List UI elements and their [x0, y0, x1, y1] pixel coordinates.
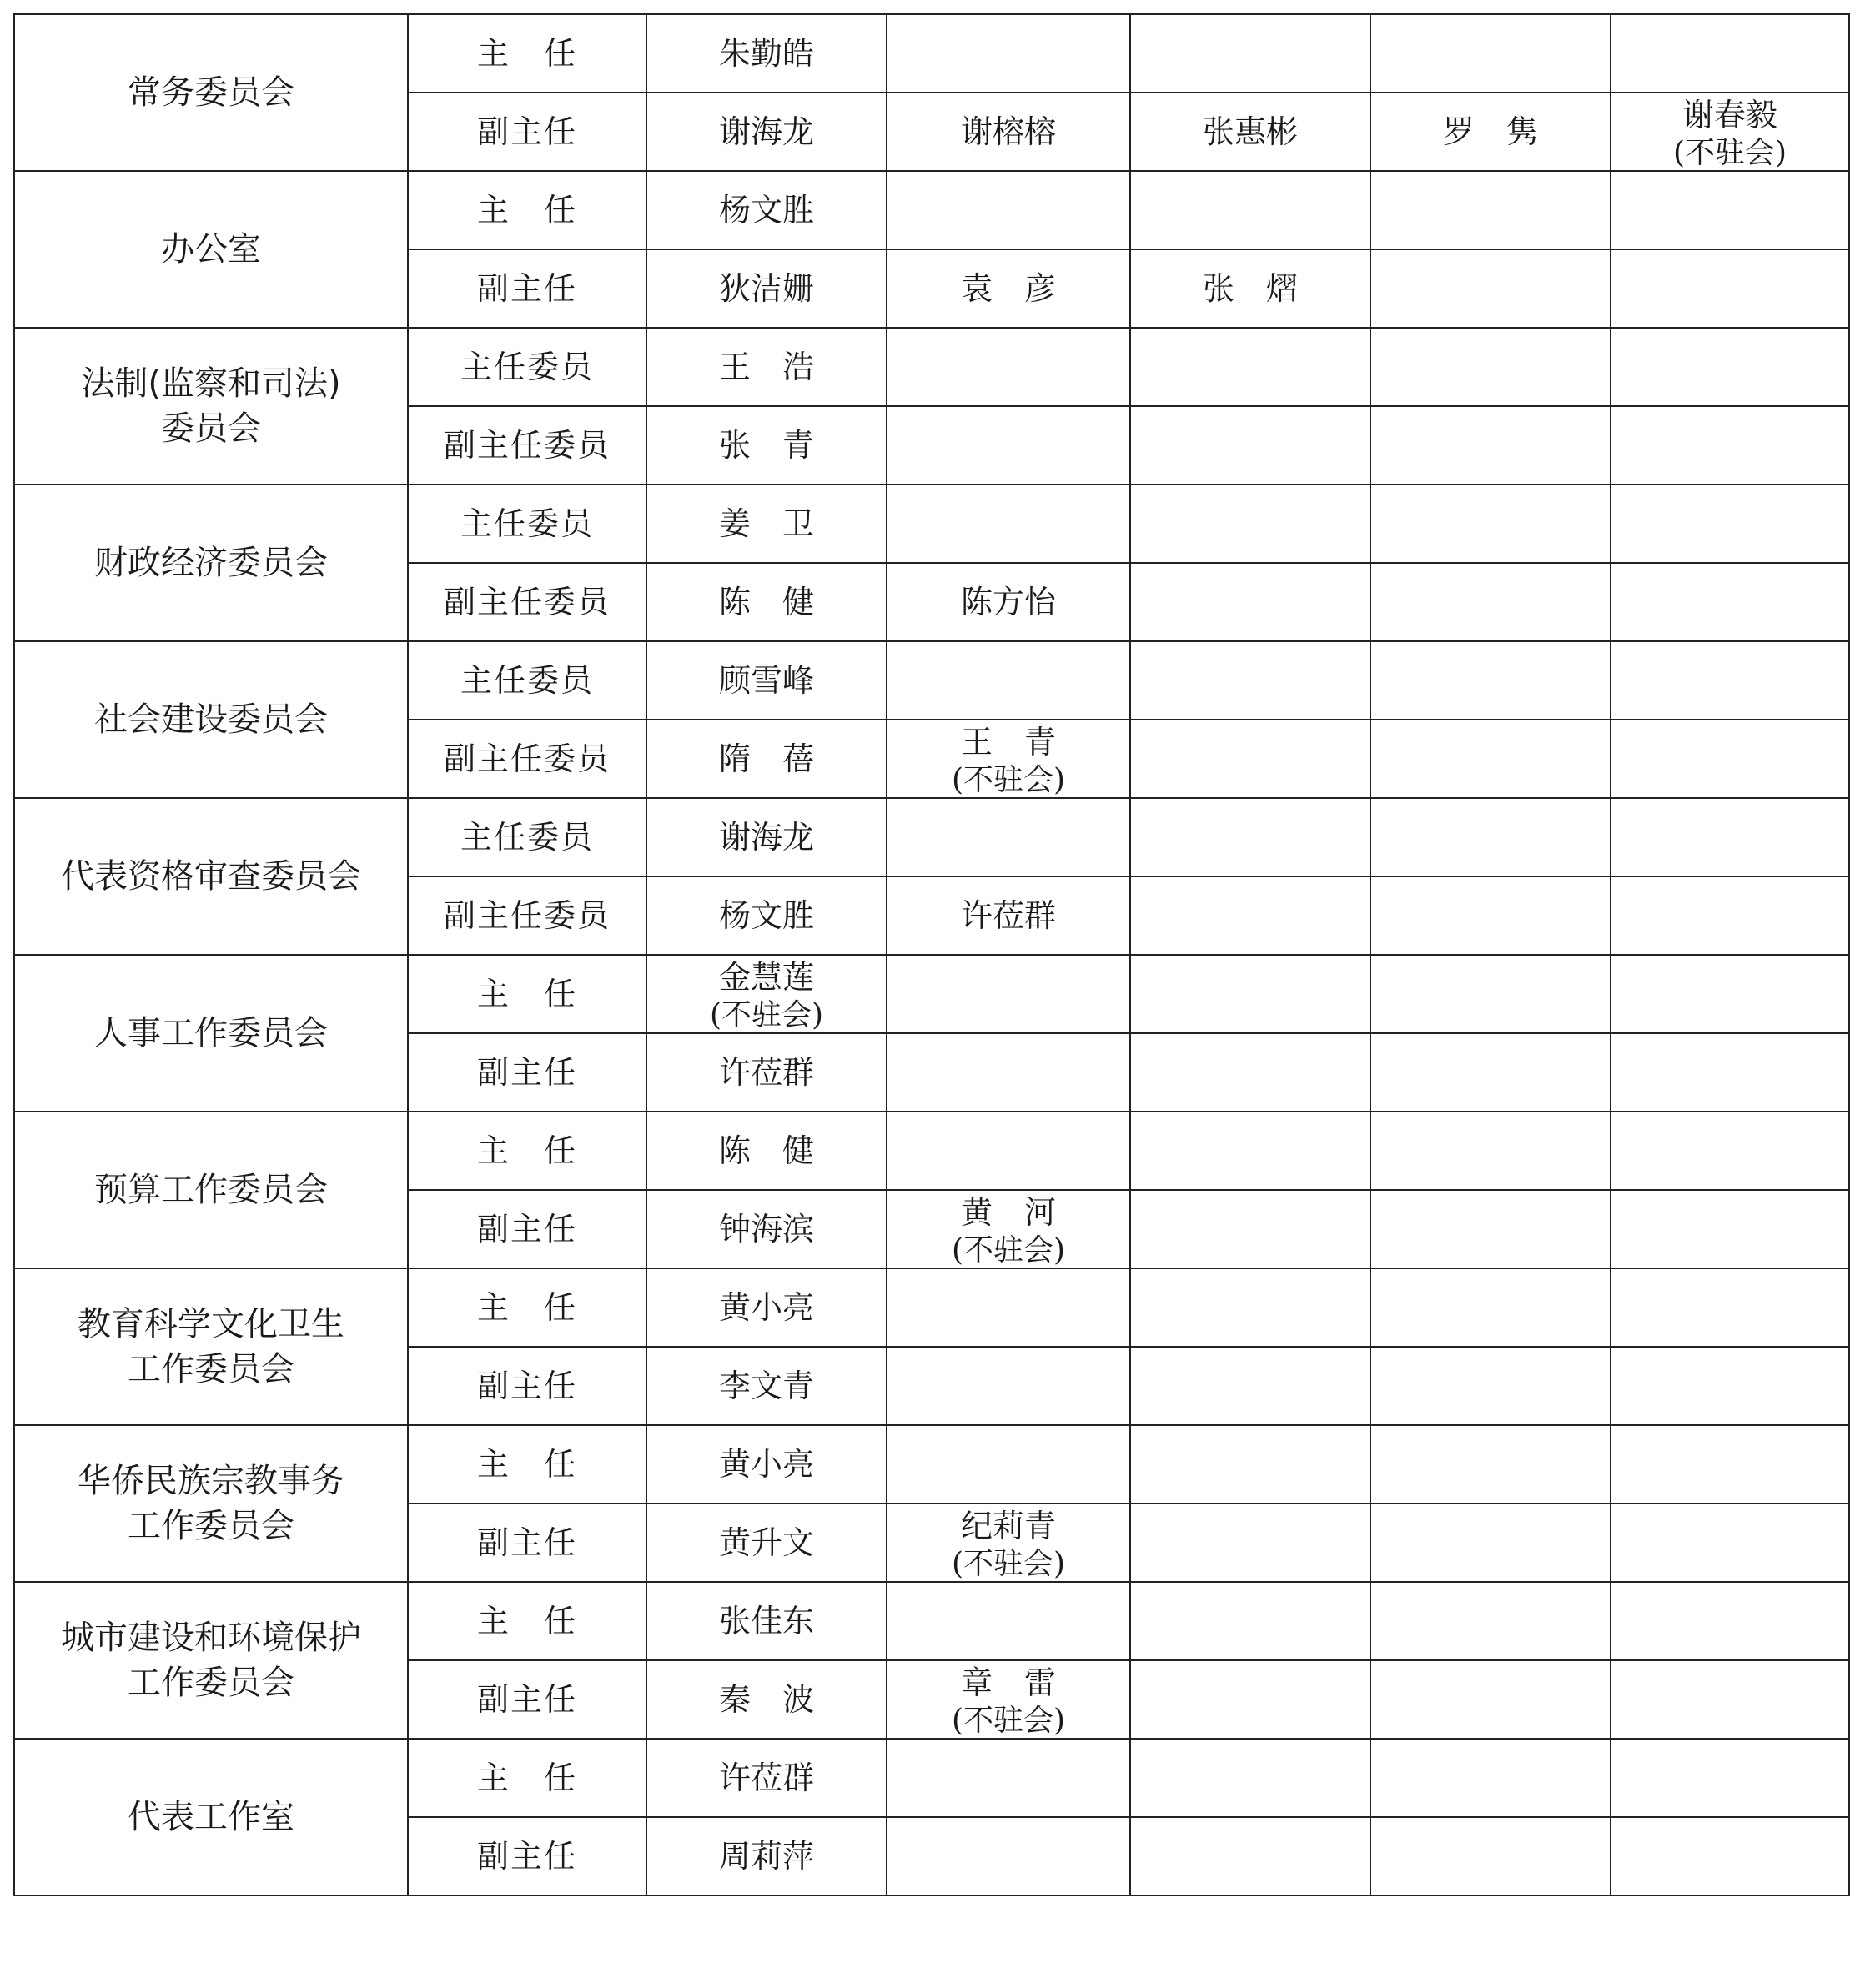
position-title-cell: 副主任	[408, 1817, 646, 1895]
empty-cell	[1370, 1582, 1611, 1660]
committee-name-cell	[14, 1112, 408, 1268]
empty-cell	[1130, 1347, 1370, 1425]
member-name: 张佳东	[718, 1603, 814, 1639]
position-title-cell: 副主任	[408, 93, 646, 171]
empty-cell	[1370, 1817, 1611, 1895]
position-title-cell: 副主任	[408, 1347, 646, 1425]
member-name: 陈方怡	[960, 584, 1056, 620]
position-title-cell: 主 任	[408, 1739, 646, 1817]
member-name-cell	[646, 641, 887, 720]
empty-cell	[1611, 171, 1849, 249]
member-name-cell	[887, 1190, 1130, 1268]
empty-cell	[1370, 328, 1611, 406]
empty-cell	[1611, 484, 1849, 563]
member-name: 黄 河	[960, 1194, 1056, 1231]
member-name: 王 浩	[718, 349, 814, 385]
member-name: 黄小亮	[718, 1289, 814, 1326]
empty-cell	[1370, 406, 1611, 484]
empty-cell	[887, 1033, 1130, 1112]
table-row	[14, 798, 1849, 876]
committee-name-cell	[14, 798, 408, 955]
empty-cell	[1611, 1033, 1849, 1112]
member-name: 陈 健	[718, 1132, 814, 1169]
empty-cell	[1611, 876, 1849, 955]
empty-cell	[1611, 1582, 1849, 1660]
member-name: 秦 波	[718, 1681, 814, 1718]
member-name-cell	[646, 171, 887, 249]
empty-cell	[1130, 563, 1370, 641]
position-title-cell: 主任委员	[408, 798, 646, 876]
empty-cell	[887, 484, 1130, 563]
member-name-cell	[646, 1817, 887, 1895]
roster-body	[14, 14, 1849, 1895]
member-name-cell	[646, 1660, 887, 1739]
committee-name-line: 常务委员会	[128, 73, 294, 112]
empty-cell	[887, 1817, 1130, 1895]
empty-cell	[1130, 1268, 1370, 1347]
empty-cell	[1370, 1190, 1611, 1268]
empty-cell	[1611, 1425, 1849, 1504]
empty-cell	[1370, 1739, 1611, 1817]
member-name: 顾雪峰	[718, 662, 814, 699]
member-name-cell	[646, 1347, 887, 1425]
position-title-cell: 主 任	[408, 955, 646, 1033]
empty-cell	[1130, 484, 1370, 563]
member-name: 杨文胜	[718, 192, 814, 228]
empty-cell	[1370, 1033, 1611, 1112]
member-name-cell	[646, 720, 887, 798]
empty-cell	[1611, 1504, 1849, 1582]
empty-cell	[1370, 955, 1611, 1033]
member-name: 杨文胜	[718, 897, 814, 934]
empty-cell	[887, 1582, 1130, 1660]
empty-cell	[1611, 641, 1849, 720]
committee-name-line: 代表资格审查委员会	[61, 857, 361, 896]
empty-cell	[1130, 1660, 1370, 1739]
committee-name-line: 办公室	[161, 230, 261, 269]
member-name: 许莅群	[960, 897, 1056, 934]
empty-cell	[887, 798, 1130, 876]
committee-name-line: 工作委员会	[128, 1350, 294, 1388]
position-title-cell: 副主任	[408, 1660, 646, 1739]
empty-cell	[1370, 1112, 1611, 1190]
position-title-cell: 副主任委员	[408, 563, 646, 641]
empty-cell	[1130, 1425, 1370, 1504]
member-name-cell	[646, 406, 887, 484]
empty-cell	[1130, 720, 1370, 798]
member-name-cell	[646, 1268, 887, 1347]
member-name: 黄小亮	[718, 1446, 814, 1483]
committee-name-line: 法制(监察和司法)	[81, 364, 341, 403]
table-row	[14, 955, 1849, 1033]
empty-cell	[1130, 14, 1370, 93]
member-name: 纪莉青	[960, 1508, 1056, 1544]
member-name-cell	[646, 249, 887, 328]
empty-cell	[887, 1425, 1130, 1504]
empty-cell	[1370, 171, 1611, 249]
empty-cell	[1370, 249, 1611, 328]
member-name-cell	[646, 955, 887, 1033]
empty-cell	[1370, 1660, 1611, 1739]
empty-cell	[1130, 641, 1370, 720]
committee-name-line: 财政经济委员会	[94, 544, 328, 582]
empty-cell	[1611, 563, 1849, 641]
non-resident-note: (不驻会)	[1672, 136, 1787, 170]
member-name-cell	[646, 1112, 887, 1190]
committee-name-line: 教育科学文化卫生	[78, 1305, 344, 1343]
empty-cell	[1130, 1504, 1370, 1582]
member-name-cell	[646, 1739, 887, 1817]
table-row	[14, 1739, 1849, 1817]
committee-name-line: 人事工作委员会	[94, 1014, 328, 1052]
empty-cell	[1370, 14, 1611, 93]
committee-name-cell	[14, 1739, 408, 1895]
position-title-cell: 副主任	[408, 1504, 646, 1582]
table-row	[14, 1582, 1849, 1660]
committee-name-cell	[14, 14, 408, 171]
position-title-cell: 副主任委员	[408, 406, 646, 484]
empty-cell	[1130, 1817, 1370, 1895]
empty-cell	[1611, 14, 1849, 93]
empty-cell	[1370, 1425, 1611, 1504]
committee-name-line: 代表工作室	[128, 1798, 294, 1836]
member-name: 许莅群	[718, 1760, 814, 1796]
empty-cell	[887, 406, 1130, 484]
member-name-cell	[646, 93, 887, 171]
member-name-cell	[646, 563, 887, 641]
position-title-cell: 主 任	[408, 171, 646, 249]
member-name-cell	[646, 1033, 887, 1112]
member-name: 张惠彬	[1202, 113, 1298, 150]
position-title-cell: 副主任委员	[408, 876, 646, 955]
empty-cell	[1611, 1190, 1849, 1268]
committee-name-cell	[14, 1268, 408, 1425]
member-name: 李文青	[718, 1368, 814, 1404]
empty-cell	[1130, 1739, 1370, 1817]
member-name-cell	[1130, 93, 1370, 171]
member-name: 谢海龙	[718, 819, 814, 856]
empty-cell	[1370, 1347, 1611, 1425]
empty-cell	[1611, 1739, 1849, 1817]
member-name: 朱勤皓	[718, 35, 814, 72]
member-name-cell	[646, 798, 887, 876]
table-row	[14, 484, 1849, 563]
empty-cell	[1130, 1190, 1370, 1268]
member-name: 周莉萍	[718, 1838, 814, 1875]
empty-cell	[1130, 171, 1370, 249]
empty-cell	[1130, 406, 1370, 484]
empty-cell	[1130, 1112, 1370, 1190]
empty-cell	[887, 328, 1130, 406]
empty-cell	[1611, 1112, 1849, 1190]
member-name-cell	[646, 1190, 887, 1268]
non-resident-note: (不驻会)	[951, 1233, 1066, 1268]
committee-name-line: 委员会	[161, 409, 261, 448]
position-title-cell: 主任委员	[408, 641, 646, 720]
empty-cell	[1611, 406, 1849, 484]
member-name-cell	[887, 1660, 1130, 1739]
non-resident-note: (不驻会)	[951, 763, 1066, 797]
committee-name-line: 工作委员会	[128, 1507, 294, 1545]
empty-cell	[1611, 1268, 1849, 1347]
committee-name-line: 预算工作委员会	[94, 1171, 328, 1209]
empty-cell	[1370, 876, 1611, 955]
non-resident-note: (不驻会)	[709, 998, 824, 1032]
empty-cell	[887, 641, 1130, 720]
empty-cell	[1611, 1817, 1849, 1895]
table-row	[14, 328, 1849, 406]
member-name: 许莅群	[718, 1054, 814, 1091]
committee-name-cell	[14, 484, 408, 641]
member-name: 谢榕榕	[960, 113, 1056, 150]
empty-cell	[887, 171, 1130, 249]
empty-cell	[1130, 1582, 1370, 1660]
committee-roster-table	[13, 13, 1850, 1896]
member-name: 王 青	[960, 724, 1056, 761]
empty-cell	[1370, 720, 1611, 798]
empty-cell	[887, 1739, 1130, 1817]
member-name-cell	[646, 328, 887, 406]
committee-name-cell	[14, 328, 408, 484]
empty-cell	[887, 1112, 1130, 1190]
member-name-cell	[887, 249, 1130, 328]
member-name: 钟海滨	[718, 1211, 814, 1248]
committee-name-line: 城市建设和环境保护	[61, 1619, 361, 1657]
position-title-cell: 主任委员	[408, 484, 646, 563]
non-resident-note: (不驻会)	[951, 1704, 1066, 1738]
empty-cell	[1611, 1660, 1849, 1739]
empty-cell	[1611, 955, 1849, 1033]
member-name-cell	[646, 14, 887, 93]
member-name-cell	[887, 720, 1130, 798]
member-name: 姜 卫	[718, 505, 814, 542]
empty-cell	[887, 14, 1130, 93]
empty-cell	[1370, 484, 1611, 563]
member-name-cell	[646, 1504, 887, 1582]
committee-name-line: 华侨民族宗教事务	[78, 1462, 344, 1500]
empty-cell	[1370, 798, 1611, 876]
member-name: 黄升文	[718, 1524, 814, 1561]
member-name: 张 青	[718, 427, 814, 464]
member-name-cell	[887, 1504, 1130, 1582]
empty-cell	[1611, 328, 1849, 406]
empty-cell	[887, 1347, 1130, 1425]
table-row	[14, 641, 1849, 720]
empty-cell	[1130, 955, 1370, 1033]
empty-cell	[887, 955, 1130, 1033]
empty-cell	[1370, 563, 1611, 641]
member-name-cell	[646, 1582, 887, 1660]
member-name-cell	[1130, 249, 1370, 328]
empty-cell	[1611, 249, 1849, 328]
member-name-cell	[887, 563, 1130, 641]
member-name: 谢春毅	[1682, 97, 1777, 133]
committee-name-cell	[14, 171, 408, 328]
empty-cell	[887, 1268, 1130, 1347]
position-title-cell: 主 任	[408, 1425, 646, 1504]
member-name: 袁 彦	[960, 270, 1056, 307]
member-name-cell	[1370, 93, 1611, 171]
member-name-cell	[646, 876, 887, 955]
table-row	[14, 1112, 1849, 1190]
committee-name-line: 社会建设委员会	[94, 700, 328, 739]
member-name: 金慧莲	[718, 959, 814, 996]
position-title-cell: 主 任	[408, 14, 646, 93]
position-title-cell: 副主任委员	[408, 720, 646, 798]
member-name-cell	[887, 876, 1130, 955]
position-title-cell: 主 任	[408, 1582, 646, 1660]
member-name: 狄洁姗	[718, 270, 814, 307]
empty-cell	[1370, 641, 1611, 720]
non-resident-note: (不驻会)	[951, 1547, 1066, 1581]
table-row	[14, 14, 1849, 93]
committee-name-cell	[14, 641, 408, 798]
empty-cell	[1130, 1033, 1370, 1112]
empty-cell	[1370, 1504, 1611, 1582]
position-title-cell: 副主任	[408, 249, 646, 328]
empty-cell	[1130, 328, 1370, 406]
committee-name-cell	[14, 955, 408, 1112]
committee-name-line: 工作委员会	[128, 1664, 294, 1702]
position-title-cell: 主任委员	[408, 328, 646, 406]
member-name-cell	[646, 1425, 887, 1504]
table-row	[14, 171, 1849, 249]
member-name: 隋 蓓	[718, 740, 814, 777]
member-name: 罗 隽	[1442, 113, 1538, 150]
member-name-cell	[1611, 93, 1849, 171]
position-title-cell: 主 任	[408, 1268, 646, 1347]
empty-cell	[1130, 798, 1370, 876]
empty-cell	[1130, 876, 1370, 955]
empty-cell	[1611, 720, 1849, 798]
empty-cell	[1611, 1347, 1849, 1425]
member-name: 谢海龙	[718, 113, 814, 150]
position-title-cell: 主 任	[408, 1112, 646, 1190]
committee-name-cell	[14, 1582, 408, 1739]
member-name-cell	[887, 93, 1130, 171]
member-name: 张 熠	[1202, 270, 1298, 307]
table-row	[14, 1268, 1849, 1347]
committee-name-cell	[14, 1425, 408, 1582]
position-title-cell: 副主任	[408, 1190, 646, 1268]
member-name-cell	[646, 484, 887, 563]
empty-cell	[1611, 798, 1849, 876]
table-row	[14, 1425, 1849, 1504]
member-name: 章 雷	[960, 1664, 1056, 1701]
empty-cell	[1370, 1268, 1611, 1347]
position-title-cell: 副主任	[408, 1033, 646, 1112]
member-name: 陈 健	[718, 584, 814, 620]
